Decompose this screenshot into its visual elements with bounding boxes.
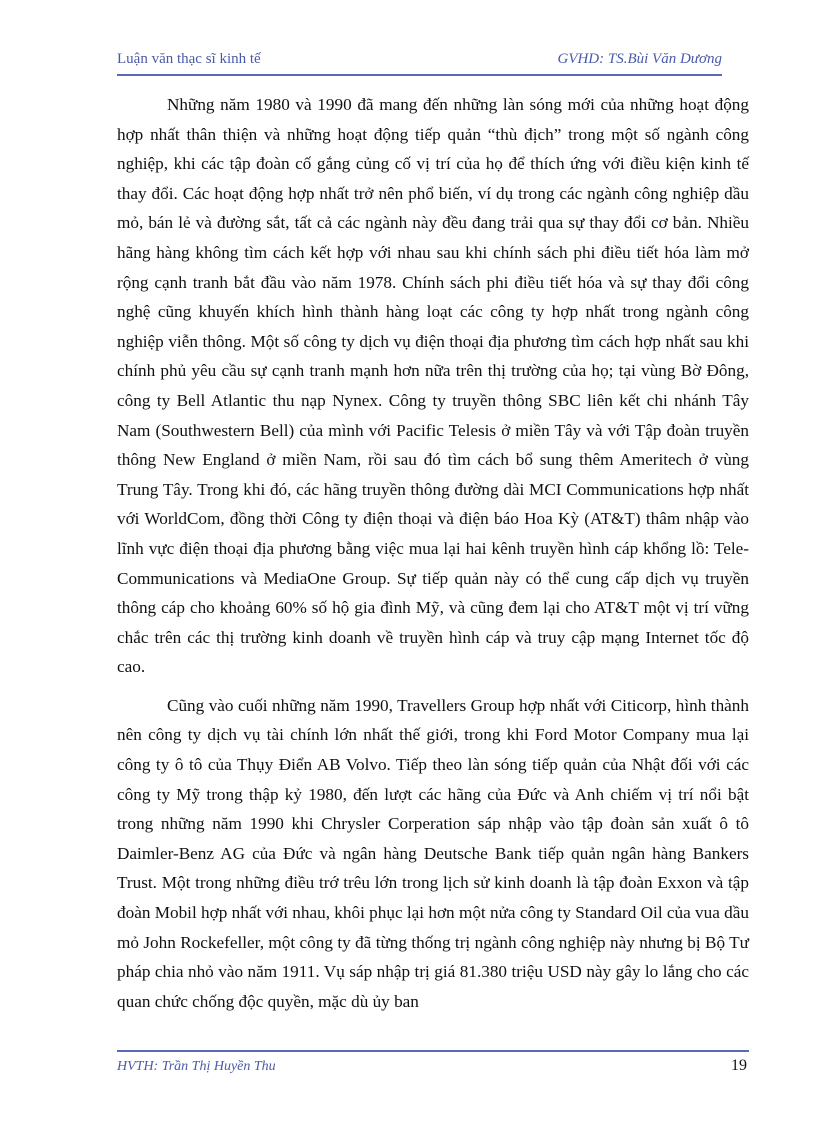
page-body <box>117 90 749 1025</box>
header-supervisor: GVHD: TS.Bùi Văn Dương <box>557 51 722 67</box>
footer-author: HVTH: Trần Thị Huyền Thu <box>117 1059 276 1074</box>
page-header <box>117 48 722 76</box>
header-thesis-title: Luận văn thạc sĩ kinh tế <box>117 51 261 67</box>
paragraph: Những năm 1980 và 1990 đã mang đến những làn sóng mới của những hoạt động hợp nhất thân thiện và những hoạt động tiếp quản “thù địch” trong một số ngành công nghiệp, khi các tập đoàn cố gắng củng cố vị trí của họ để thích ứng với điều kiện kinh tế thay đổi. Các hoạt động hợp nhất trở nên phổ biến, ví dụ trong các ngành công nghiệp dầu mỏ, bán lẻ và đường sắt, tất cả các ngành này đều đang trải qua sự thay đổi cơ bản. Nhiều hãng hàng không tìm cách kết hợp với nhau sau khi chính sách phi điều tiết hóa làm mở rộng cạnh tranh bắt đầu vào năm 1978. Chính sách phi điều tiết hóa và sự thay đổi công nghệ cũng khuyến khích hình thành hàng loạt các công ty hợp nhất trong ngành công nghiệp viễn thông. Một số công ty dịch vụ điện thoại địa phương tìm cách hợp nhất sau khi chính phủ yêu cầu sự cạnh tranh mạnh hơn nữa trên thị trường của họ; tại vùng Bờ Đông, công ty Bell Atlantic thu nạp Nynex. Công ty truyền thông SBC liên kết chi nhánh Tây Nam (Southwestern Bell) của mình với Pacific Telesis ở miền Tây và với Tập đoàn truyền thông New England ở miền Nam, rồi sau đó tìm cách bổ sung thêm Ameritech ở vùng Trung Tây. Trong khi đó, các hãng truyền thông đường dài MCI Communications hợp nhất với WorldCom, đồng thời Công ty điện thoại và điện báo Hoa Kỳ (AT&T) thâm nhập vào lĩnh vực điện thoại địa phương bằng việc mua lại hai kênh truyền hình cáp khổng lồ: Tele-Communications và MediaOne Group. Sự tiếp quản này có thể cung cấp dịch vụ truyền thông cáp cho khoảng 60% số hộ gia đình Mỹ, và cũng đem lại cho AT&T một vị trí vững chắc trên các thị trường kinh doanh về truyền hình cáp và truy cập mạng Internet tốc độ cao. <box>117 95 749 677</box>
page-number: 19 <box>731 1057 747 1074</box>
paragraph: Cũng vào cuối những năm 1990, Travellers Group hợp nhất với Citicorp, hình thành nên công ty dịch vụ tài chính lớn nhất thế giới, trong khi Ford Motor Company mua lại công ty ô tô của Thụy Điển AB Volvo. Tiếp theo làn sóng tiếp quản của Nhật đối với các công ty Mỹ trong thập kỷ 1980, đến lượt các hãng của Đức và Anh chiếm vị trí nổi bật trong những năm 1990 khi Chrysler Corperation sáp nhập vào tập đoàn sản xuất ô tô Daimler-Benz AG của Đức và ngân hàng Deutsche Bank tiếp quản ngân hàng Bankers Trust. Một trong những điều trớ trêu lớn trong lịch sử kinh doanh là tập đoàn Exxon và tập đoàn Mobil hợp nhất với nhau, khôi phục lại hơn một nửa công ty Standard Oil của vua dầu mỏ John Rockefeller, một công ty đã từng thống trị ngành công nghiệp này nhưng bị Bộ Tư pháp chia nhỏ vào năm 1911. Vụ sáp nhập trị giá 81.380 triệu USD này gây lo lắng cho các quan chức chống độc quyền, mặc dù ủy ban <box>117 695 749 1011</box>
footer-divider <box>117 1050 749 1052</box>
